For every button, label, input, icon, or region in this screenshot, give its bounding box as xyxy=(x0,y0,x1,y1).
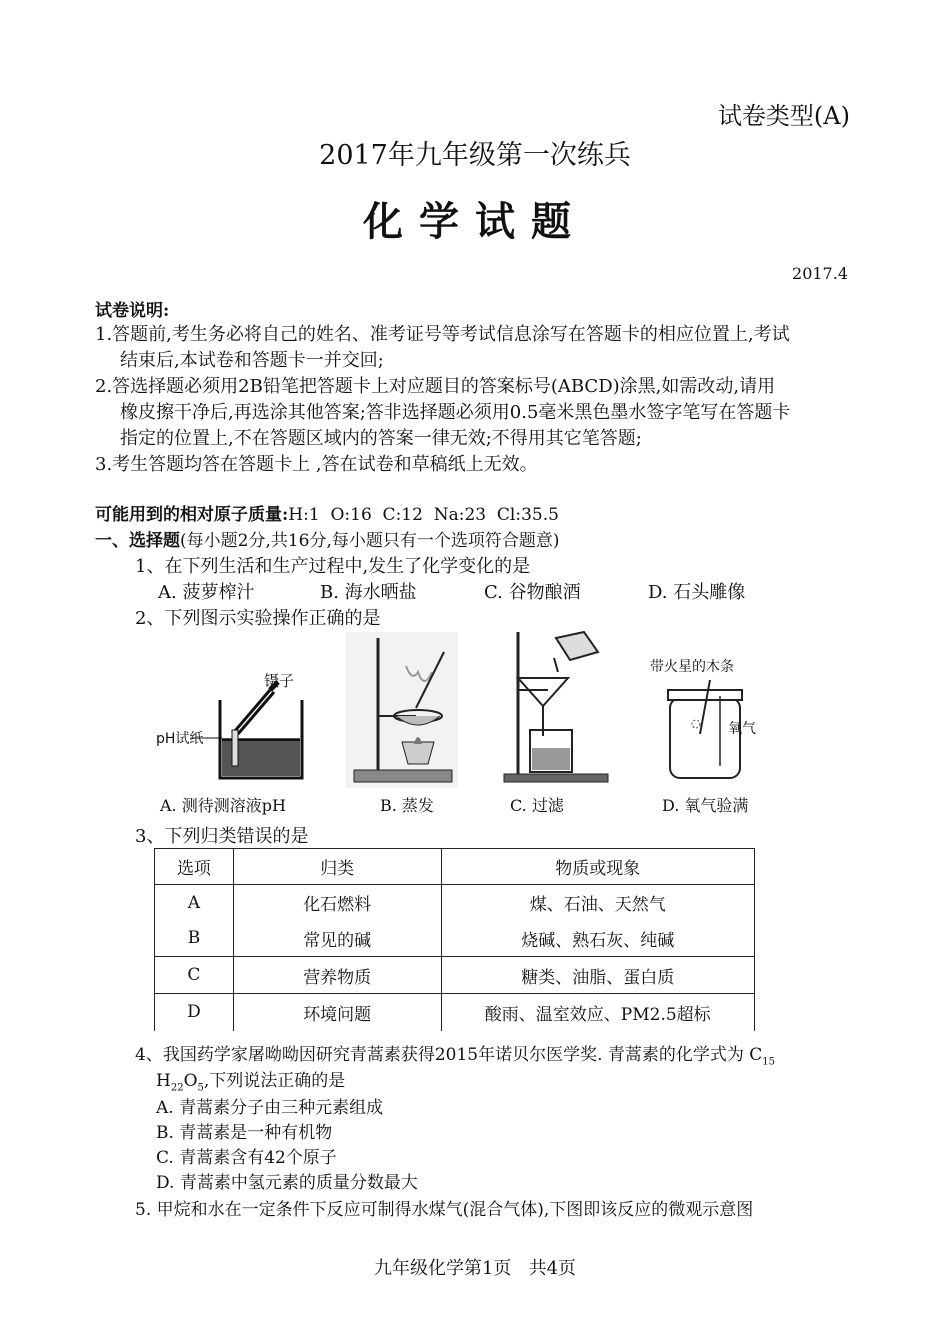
q4-option-a: A. 青蒿素分子由三种元素组成 xyxy=(156,1098,384,1118)
table-header-cell: 归类 xyxy=(233,849,441,885)
caption-c: C. 过滤 xyxy=(510,796,564,815)
instruction-line: 3.考生答题均答在答题卡上 ,答在试卷和草稿纸上无效。 xyxy=(95,454,538,475)
exam-date: 2017.4 xyxy=(792,264,848,283)
instruction-line: 结束后,本试卷和答题卡一并交回; xyxy=(120,350,384,371)
table-cell: D xyxy=(155,994,234,1031)
q4-stem-rest: ,下列说法正确的是 xyxy=(203,1071,346,1091)
section-heading xyxy=(95,526,560,551)
instruction-line: 橡皮擦干净后,再选涂其他答案;答非选择题必须用0.5毫米黑色墨水签字笔写在答题卡 xyxy=(120,402,791,423)
exam-title: 2017年九年级第一次练兵 xyxy=(319,140,631,171)
question-1-stem: 1、在下列生活和生产过程中,发生了化学变化的是 xyxy=(135,556,531,577)
table-cell: 营养物质 xyxy=(233,957,441,994)
q4-stem-text: 4、我国药学家屠呦呦因研究青蒿素获得2015年诺贝尔医学奖. 青蒿素的化学式为 C xyxy=(135,1045,763,1065)
table-cell: 煤、石油、天然气 xyxy=(441,885,755,921)
question-2-stem: 2、下列图示实验操作正确的是 xyxy=(135,608,381,629)
figure-ph-test xyxy=(152,660,332,785)
q1-option-d: D. 石头雕像 xyxy=(648,582,746,603)
q1-option-b: B. 海水晒盐 xyxy=(320,582,417,603)
classification-table xyxy=(154,848,755,1031)
page-footer: 九年级化学第1页 共4页 xyxy=(373,1258,577,1279)
q4-h-subscript: 22 xyxy=(170,1082,184,1094)
q1-option-c: C. 谷物酿酒 xyxy=(484,582,581,603)
table-cell: 糖类、油脂、蛋白质 xyxy=(441,957,755,994)
q4-h-symbol: H xyxy=(156,1071,171,1091)
table-cell: B xyxy=(155,921,234,957)
table-row xyxy=(155,957,755,994)
figure-evaporation xyxy=(346,632,458,788)
instruction-line: 2.答选择题必须用2B铅笔把答题卡上对应题目的答案标号(ABCD)涂黑,如需改动,请用 xyxy=(95,376,776,397)
table-header-cell: 物质或现象 xyxy=(441,849,755,885)
question-5-stem: 5. 甲烷和水在一定条件下反应可制得水煤气(混合气体),下图即该反应的微观示意图 xyxy=(135,1200,754,1220)
table-row xyxy=(155,885,755,921)
table-cell: A xyxy=(155,885,234,921)
table-cell: 烧碱、熟石灰、纯碱 xyxy=(441,921,755,957)
table-header-row xyxy=(155,849,755,885)
table-cell: C xyxy=(155,957,234,994)
oxygen-label: 氧气 xyxy=(728,721,756,737)
table-cell: 化石燃料 xyxy=(233,885,441,921)
q4-o-symbol: O xyxy=(183,1071,198,1091)
table-cell: 环境问题 xyxy=(233,994,441,1031)
q4-o-subscript: 5 xyxy=(197,1082,204,1094)
table-header-cell: 选项 xyxy=(155,849,234,885)
filtration-illustration xyxy=(500,630,610,786)
q4-c-subscript: 15 xyxy=(762,1056,776,1068)
exam-type-label: 试卷类型(A) xyxy=(717,102,850,130)
beaker-tweezers-illustration xyxy=(152,660,332,785)
instruction-line: 1.答题前,考生务必将自己的姓名、准考证号等考试信息涂写在答题卡的相应位置上,考试 xyxy=(95,324,790,345)
table-cell: 酸雨、温室效应、PM2.5超标 xyxy=(441,994,755,1031)
q4-option-c: C. 青蒿素含有42个原子 xyxy=(156,1148,337,1168)
subject-title: 化学试题 xyxy=(363,198,587,245)
table-row xyxy=(155,921,755,957)
figure-oxygen-test xyxy=(640,654,770,784)
caption-a: A. 测待测溶液pH xyxy=(160,796,286,815)
caption-b: B. 蒸发 xyxy=(380,796,434,815)
q4-option-b: B. 青蒿素是一种有机物 xyxy=(156,1123,333,1143)
ph-paper-label: pH试纸 xyxy=(156,731,204,747)
evaporation-illustration xyxy=(346,632,458,788)
glowing-splint-label: 带火星的木条 xyxy=(650,659,734,675)
question-4-stem-line2 xyxy=(156,1066,345,1093)
question-3-stem: 3、下列归类错误的是 xyxy=(135,826,309,847)
table-cell: 常见的碱 xyxy=(233,921,441,957)
section-note: (每小题2分,共16分,每小题只有一个选项符合题意) xyxy=(180,531,560,551)
q4-option-d: D. 青蒿素中氢元素的质量分数最大 xyxy=(156,1173,418,1193)
instruction-line: 指定的位置上,不在答题区域内的答案一律无效;不得用其它笔答题; xyxy=(120,428,642,449)
figure-filtration xyxy=(500,630,610,786)
instructions-title: 试卷说明: xyxy=(95,301,170,321)
atomic-masses-values: H:1 O:16 C:12 Na:23 Cl:35.5 xyxy=(288,505,559,525)
question-4-stem-line1 xyxy=(135,1040,775,1067)
q1-option-a: A. 菠萝榨汁 xyxy=(158,582,255,603)
section-title: 一、选择题 xyxy=(95,531,180,551)
atomic-masses xyxy=(95,500,559,525)
atomic-masses-label: 可能用到的相对原子质量: xyxy=(95,505,289,525)
caption-d: D. 氧气验满 xyxy=(662,796,749,815)
table-row xyxy=(155,994,755,1031)
tweezers-label: 镊子 xyxy=(264,672,295,690)
